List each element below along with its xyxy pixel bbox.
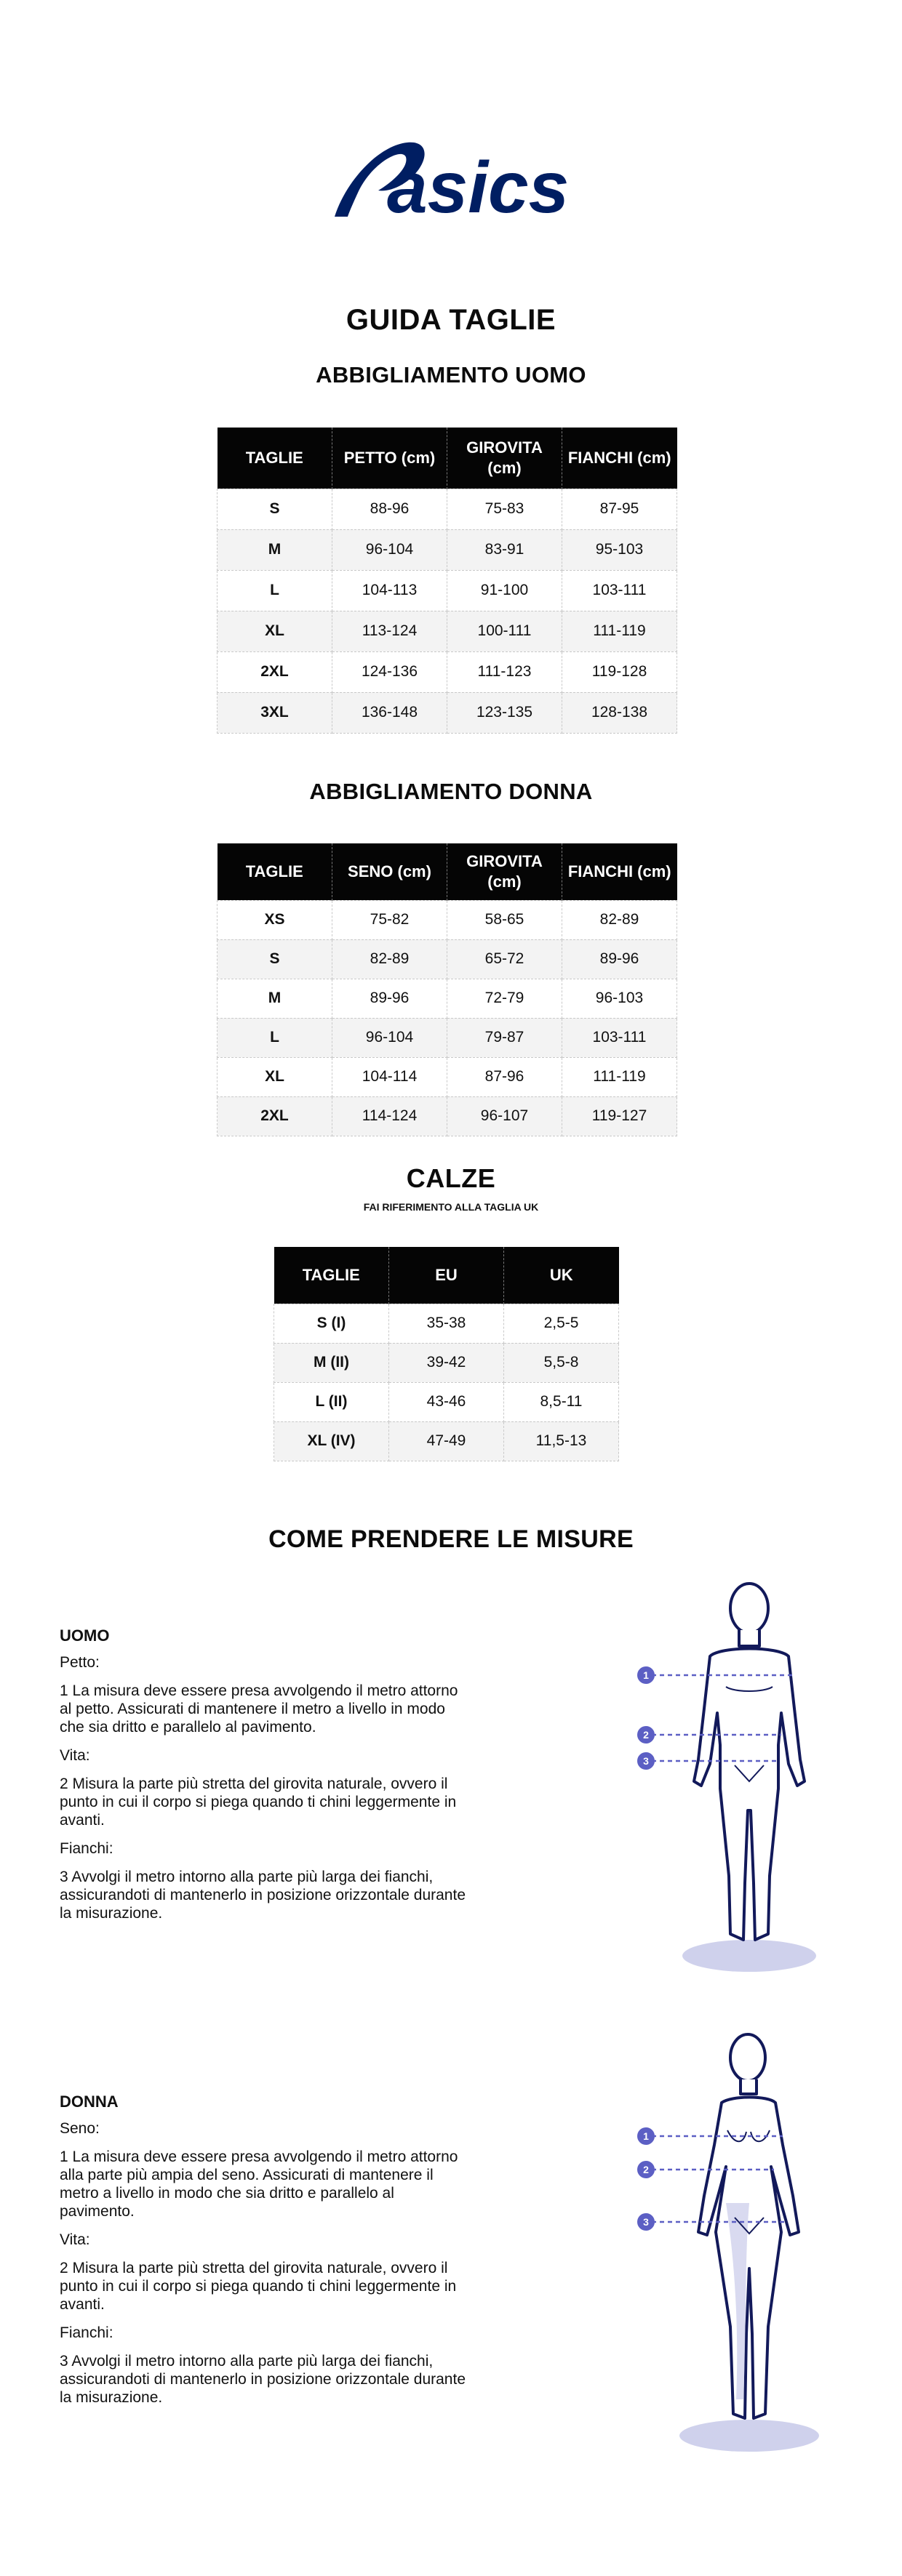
men-cell: S [217, 489, 332, 529]
men-section-title: ABBIGLIAMENTO UOMO [316, 362, 586, 388]
women-cell: 82-89 [332, 939, 447, 979]
men-cell: 104-113 [332, 570, 447, 611]
women-cell: 75-82 [332, 900, 447, 939]
women-cell: XL [217, 1057, 332, 1096]
women-cell: 104-114 [332, 1057, 447, 1096]
measure-section-title: COME PRENDERE LE MISURE [268, 1525, 634, 1553]
man-body-icon [626, 1570, 844, 1978]
women-cell: 114-124 [332, 1096, 447, 1136]
men-cell: 3XL [217, 692, 332, 733]
men-cell: 2XL [217, 651, 332, 692]
women-cell: M [217, 979, 332, 1018]
woman-marker-2: 2 [643, 2164, 649, 2175]
woman-body-icon [626, 2021, 844, 2457]
woman-title: DONNA [60, 2093, 119, 2111]
women-cell: 89-96 [332, 979, 447, 1018]
men-header-1: PETTO (cm) [332, 428, 447, 489]
women-header-1: SENO (cm) [332, 843, 447, 900]
men-cell: XL [217, 611, 332, 651]
men-cell: 128-138 [562, 692, 677, 733]
socks-cell: 47-49 [389, 1421, 504, 1461]
men-cell: 96-104 [332, 529, 447, 570]
women-header-3: FIANCHI (cm) [562, 843, 677, 900]
table-row [217, 611, 677, 651]
women-cell: 82-89 [562, 900, 677, 939]
men-cell: 113-124 [332, 611, 447, 651]
woman-text-hips: 3 Avvolgi il metro intorno alla parte più larga dei fianchi, assicurandoti di mantenerlo in posizione orizzontale durante la misurazione. [60, 2353, 466, 2406]
women-cell: 65-72 [447, 939, 562, 979]
men-cell: 111-119 [562, 611, 677, 651]
socks-cell: L (II) [274, 1382, 389, 1421]
man-instructions [60, 1626, 467, 1933]
woman-marker-3: 3 [643, 2216, 649, 2228]
socks-cell: 2,5-5 [504, 1304, 619, 1343]
men-cell: 87-95 [562, 489, 677, 529]
men-cell: L [217, 570, 332, 611]
men-cell: 91-100 [447, 570, 562, 611]
men-header-3: FIANCHI (cm) [562, 428, 677, 489]
table-row [217, 489, 677, 529]
women-header-0: TAGLIE [217, 843, 332, 900]
men-cell: 119-128 [562, 651, 677, 692]
women-cell: XS [217, 900, 332, 939]
man-text-waist: 2 Misura la parte più stretta del girovita naturale, ovvero il punto in cui il corpo si piega quando ti chini leggermente in avanti. [60, 1775, 457, 1829]
women-header-2: GIROVITA (cm) [447, 843, 562, 900]
man-marker-2: 2 [643, 1729, 649, 1741]
women-cell: 119-127 [562, 1096, 677, 1136]
socks-cell: S (I) [274, 1304, 389, 1343]
woman-instructions [60, 2093, 467, 2417]
socks-cell: 43-46 [389, 1382, 504, 1421]
socks-cell: 11,5-13 [504, 1421, 619, 1461]
women-cell: 96-103 [562, 979, 677, 1018]
men-cell: 123-135 [447, 692, 562, 733]
men-size-table [217, 428, 677, 734]
logo-wordmark: asics [387, 147, 570, 225]
asics-logo-icon [320, 131, 582, 225]
socks-header-0: TAGLIE [274, 1247, 389, 1304]
men-cell: 83-91 [447, 529, 562, 570]
women-cell: L [217, 1018, 332, 1057]
men-cell: 111-123 [447, 651, 562, 692]
table-row [217, 1057, 677, 1096]
men-cell: M [217, 529, 332, 570]
women-cell: 96-104 [332, 1018, 447, 1057]
men-cell: 75-83 [447, 489, 562, 529]
women-section-title: ABBIGLIAMENTO DONNA [309, 779, 593, 804]
table-row [217, 939, 677, 979]
men-cell: 88-96 [332, 489, 447, 529]
table-row [217, 1018, 677, 1057]
socks-note: FAI RIFERIMENTO ALLA TAGLIA UK [363, 1201, 539, 1213]
woman-label-bust: Seno: [60, 2120, 100, 2137]
table-row [274, 1382, 619, 1421]
socks-section-title: CALZE [406, 1163, 496, 1193]
men-cell: 103-111 [562, 570, 677, 611]
man-figure [626, 1570, 844, 1981]
women-cell: 79-87 [447, 1018, 562, 1057]
women-cell: 96-107 [447, 1096, 562, 1136]
socks-cell: 5,5-8 [504, 1343, 619, 1382]
women-cell: 72-79 [447, 979, 562, 1018]
table-row [217, 1096, 677, 1136]
man-label-waist: Vita: [60, 1747, 90, 1764]
table-row [274, 1304, 619, 1343]
woman-text-waist: 2 Misura la parte più stretta del girovita naturale, ovvero il punto in cui il corpo si piega quando ti chini leggermente in avanti. [60, 2260, 457, 2313]
socks-cell: M (II) [274, 1343, 389, 1382]
men-cell: 124-136 [332, 651, 447, 692]
women-size-table [217, 843, 677, 1136]
men-header-0: TAGLIE [217, 428, 332, 489]
page-title: GUIDA TAGLIE [346, 304, 556, 336]
table-row [274, 1421, 619, 1461]
man-marker-1: 1 [643, 1669, 649, 1681]
table-row [217, 529, 677, 570]
socks-size-table [274, 1247, 619, 1461]
table-row [217, 900, 677, 939]
men-cell: 100-111 [447, 611, 562, 651]
woman-label-hips: Fianchi: [60, 2324, 113, 2341]
table-row [217, 570, 677, 611]
table-row [217, 651, 677, 692]
man-label-hips: Fianchi: [60, 1840, 113, 1857]
man-label-chest: Petto: [60, 1654, 100, 1671]
women-cell: 2XL [217, 1096, 332, 1136]
women-cell: 87-96 [447, 1057, 562, 1096]
men-cell: 136-148 [332, 692, 447, 733]
women-cell: S [217, 939, 332, 979]
man-text-hips: 3 Avvolgi il metro intorno alla parte più larga dei fianchi, assicurandoti di mantenerlo in posizione orizzontale durante la misurazione. [60, 1869, 466, 1922]
women-cell: 89-96 [562, 939, 677, 979]
socks-header-2: UK [504, 1247, 619, 1304]
socks-cell: 8,5-11 [504, 1382, 619, 1421]
men-cell: 95-103 [562, 529, 677, 570]
woman-marker-1: 1 [643, 2130, 649, 2142]
woman-figure [626, 2021, 844, 2461]
socks-cell: 39-42 [389, 1343, 504, 1382]
woman-text-bust: 1 La misura deve essere presa avvolgendo il metro attorno alla parte più ampia del seno. Assicurati di mantenere il metro a livello in modo che sia dritto e parallelo al pavimento. [60, 2148, 458, 2220]
socks-cell: XL (IV) [274, 1421, 389, 1461]
socks-header-1: EU [389, 1247, 504, 1304]
men-header-2: GIROVITA (cm) [447, 428, 562, 489]
women-cell: 103-111 [562, 1018, 677, 1057]
women-cell: 58-65 [447, 900, 562, 939]
man-text-chest: 1 La misura deve essere presa avvolgendo il metro attorno al petto. Assicurati di mantenere il metro a livello in modo che sia dritto e parallelo al pavimento. [60, 1682, 458, 1736]
table-row [274, 1343, 619, 1382]
women-cell: 111-119 [562, 1057, 677, 1096]
woman-label-waist: Vita: [60, 2231, 90, 2248]
man-title: UOMO [60, 1626, 110, 1645]
socks-cell: 35-38 [389, 1304, 504, 1343]
man-marker-3: 3 [643, 1755, 649, 1767]
table-row [217, 692, 677, 733]
table-row [217, 979, 677, 1018]
asics-logo [0, 131, 902, 229]
